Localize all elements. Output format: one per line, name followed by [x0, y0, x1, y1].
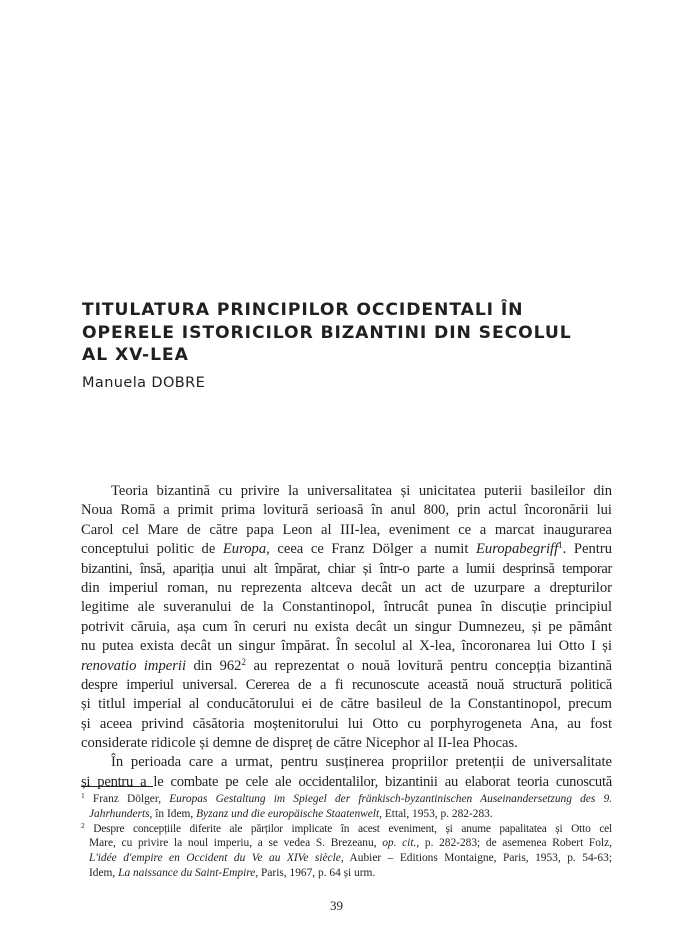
title-line: OPERELE ISTORICILOR BIZANTINI DIN SECOLUL [82, 322, 572, 343]
body-line: despre imperiul universal. Cererea de a fi recunoscute această nouă structură politică [81, 676, 612, 693]
body-line: Carol cel Mare de către papa Leon al III-lea, eveniment ce a marcat inaugurarea [81, 521, 612, 538]
title-line: TITULATURA PRINCIPILOR OCCIDENTALI ÎN [82, 300, 524, 320]
footnote-line: L'idée d'empire en Occident du Ve au XIVe siècle, Aubier – Editions Montaigne, Paris, 1953, p. 54-63; [89, 852, 612, 865]
body-line: din imperiul roman, nu reprezenta altceva decât un act de uzurpare a drepturilor [81, 579, 612, 596]
body-line: nu putea exista decât un singur împărat. În secolul al X-lea, încoronarea lui Otto I și [81, 638, 612, 655]
author-name: Manuela DOBRE [82, 375, 206, 391]
page-number: 39 [330, 898, 343, 913]
body-line: și aceea privind căsătoria moștenitorului lui Otto cu porphyrogeneta Ana, au fost [81, 715, 612, 732]
footnote-ref: 2 [241, 656, 246, 667]
body-text [81, 482, 612, 792]
body-line: conceptului politic de Europa, ceea ce Franz Dölger a numit Europabegriff$^1$. Pentru [81, 540, 612, 558]
title-line: AL XV-LEA [82, 345, 189, 365]
body-line: bizantini, însă, apariția unui alt împărat, chiar și într-o parte a lumii desprinsă temporar [81, 560, 612, 577]
article-title [82, 299, 622, 367]
body-line: considerate ridicole și demne de dispreț de către Nicephor al II-lea Phocas. [81, 735, 518, 752]
body-line: potrivit căruia, așa cum în ceruri nu exista decât un singur Dumnezeu, și pe pământ [81, 618, 612, 635]
body-line: și titlul imperial al conducătorului ei de către basileul de la Constantinopol, precum [81, 696, 612, 713]
footnote-2: $^2$ Despre concepțiile diferite ale părților implicate în acest eveniment, și anume papalitatea și Otto cel [81, 820, 612, 835]
body-line: Noua Romă a primit prima lovitură serioasă în anul 800, prin actul încoronării lui [81, 502, 612, 519]
footnote-line: Idem, La naissance du Saint-Empire, Paris, 1967, p. 64 și urm. [89, 866, 376, 879]
body-line: legitime ale suveranului de la Constantinopol, întrucât punea în discuție principiul [81, 599, 612, 616]
footnote-line: Mare, cu privire la noul imperiu, a se vedea S. Brezeanu, op. cit., p. 282-283; de asemenea Robert Folz, [89, 837, 612, 850]
body-line: și pentru a le combate pe cele ale occidentalilor, bizantinii au elaborat teoria cunoscută [81, 773, 612, 790]
body-line: renovatio imperii din $962^2$ au reprezentat o nouă lovitură pentru concepția bizantină [81, 656, 612, 674]
footnote-ref: 1 [558, 540, 563, 551]
footnote-1: $^1$ Franz Dölger, Europas Gestaltung im Spiegel der fränkisch-byzantinischen Auseinandersetzung des 9. [81, 791, 612, 805]
footnotes [81, 792, 612, 881]
footnote-separator [81, 786, 153, 787]
footnote-line: Jahrhunderts, în Idem, Byzanz und die europäische Staatenwelt, Ettal, 1953, p. 282-283. [89, 807, 493, 820]
body-line: Teoria bizantină cu privire la universalitatea și unicitatea puterii basileilor din [111, 483, 612, 499]
body-line: În perioada care a urmat, pentru susținerea propriilor pretenții de universalitate [111, 754, 612, 771]
